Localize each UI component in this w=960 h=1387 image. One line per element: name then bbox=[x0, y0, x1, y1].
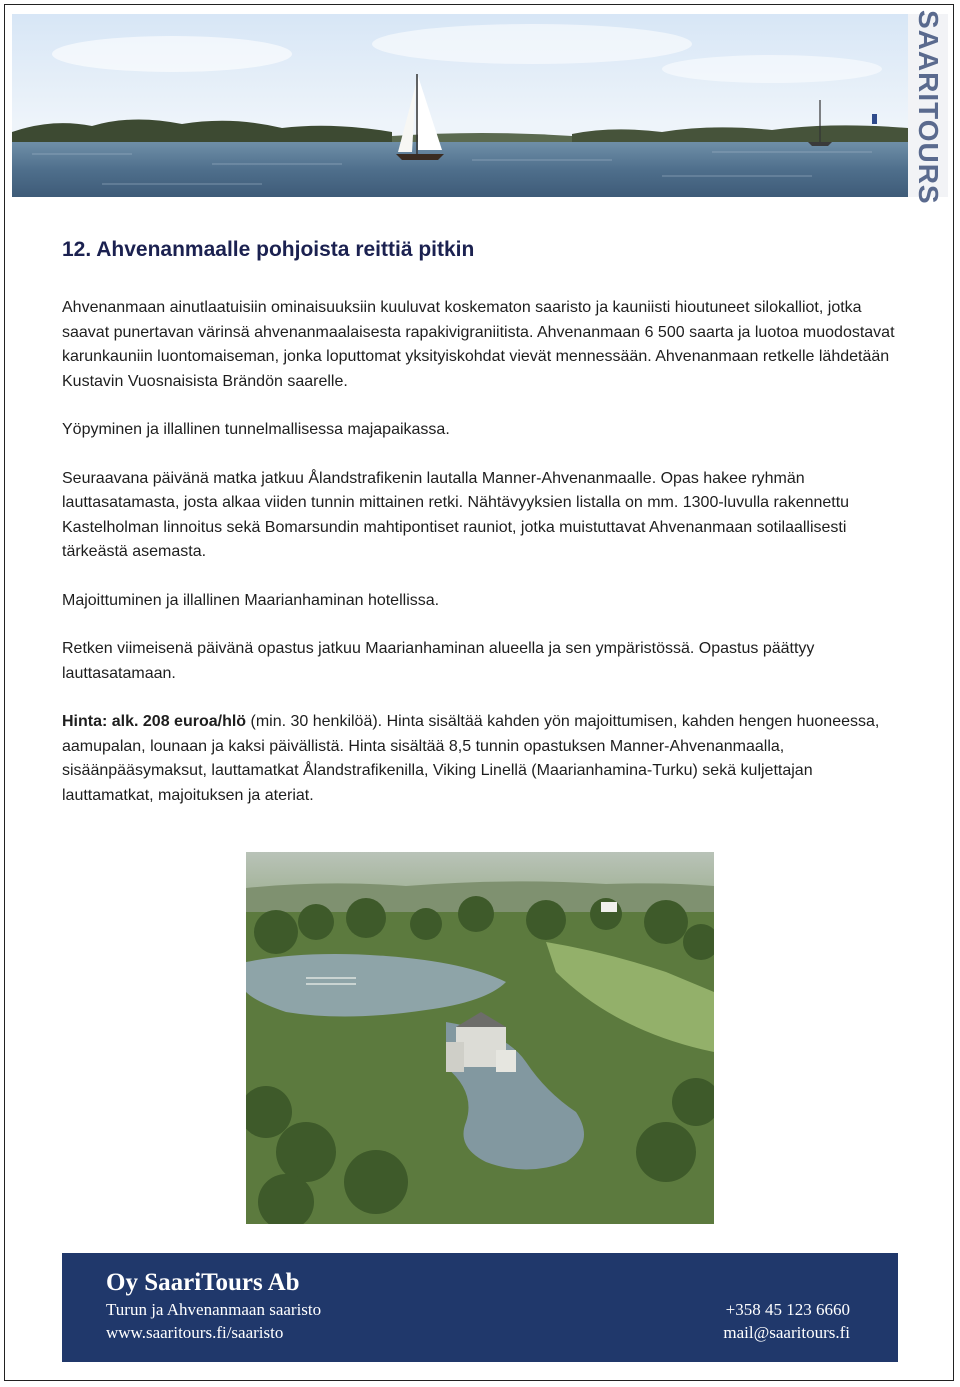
footer-tagline: Turun ja Ahvenanmaan saaristo bbox=[106, 1300, 322, 1319]
paragraph-price bbox=[62, 710, 902, 808]
paragraph-day-two: Seuraavana päivänä matka jatkuu Ålandstrafikenin lautalla Manner-Ahvenanmaalle. Opas hakee ryhmän lauttasatamasta, josta alkaa viiden tunnin mittainen retki. Nähtävyyksien listalla on mm. 1300-luvulla rakennettu Kastelholman linnoitus sekä Bomarsundin mahtipontiset rauniot, jotka muistuttavat Ahvenanmaan sotilaallisesti tärkeästä asemasta. bbox=[62, 469, 850, 560]
footer-email-link[interactable]: mail@saaritours.fi bbox=[723, 1323, 850, 1342]
footer-contact-bar bbox=[62, 1253, 898, 1362]
aerial-castle-photo bbox=[246, 852, 714, 1224]
brand-logo-vertical: SAARITOURS bbox=[913, 10, 944, 205]
article bbox=[62, 238, 902, 832]
paragraph-overnight: Yöpyminen ja illallinen tunnelmallisessa majapaikassa. bbox=[62, 421, 450, 438]
paragraph-last-day: Retken viimeisenä päivänä opastus jatkuu Maarianhaminan alueella ja sen ympäristössä. Opastus päättyy lauttasatamaan. bbox=[62, 640, 815, 682]
price-label: Hinta: alk. 208 euroa/hlö bbox=[62, 713, 247, 730]
article-title: 12. Ahvenanmaalle pohjoista reittiä pitkin bbox=[62, 238, 475, 261]
hero-sailboat-photo bbox=[12, 14, 908, 197]
footer-website-link[interactable]: www.saaritours.fi/saaristo bbox=[106, 1323, 284, 1342]
paragraph-intro: Ahvenanmaan ainutlaatuisiin ominaisuuksiin kuuluvat koskematon saaristo ja kauniisti hioutuneet silokalliot, jotka saavat punertavan värinsä ahvenanmaalaisesta rapakivigraniitista. Ahvenanmaan 6 500 saarta ja luotoa muodostavat karunkauniin luontomaiseman, jonka loputtomat yksityiskohdat vievät mennessään. Ahvenanmaan retkelle lähdetään Kustavin Vuosnaisista Brändön saarelle. bbox=[62, 299, 895, 390]
price-details: (min. 30 henkilöä). Hinta sisältää kahden yön majoittumisen, kahden hengen huoneessa, aamupalan, lounaan ja kaksi päivällistä. Hinta sisältää 8,5 tunnin opastuksen Manner-Ahvenanmaalla, sisäänpääsymaksut, lauttamatkat Ålandstrafikenilla, Viking Linellä (Maarianhamina-Turku) sekä kuljettajan lauttamatkat, majoituksen ja ateriat. bbox=[62, 713, 880, 804]
footer-phone[interactable]: +358 45 123 6660 bbox=[725, 1300, 850, 1319]
footer-company-name: Oy SaariTours Ab bbox=[106, 1269, 300, 1296]
paragraph-hotel: Majoittuminen ja illallinen Maarianhaminan hotellissa. bbox=[62, 591, 440, 609]
